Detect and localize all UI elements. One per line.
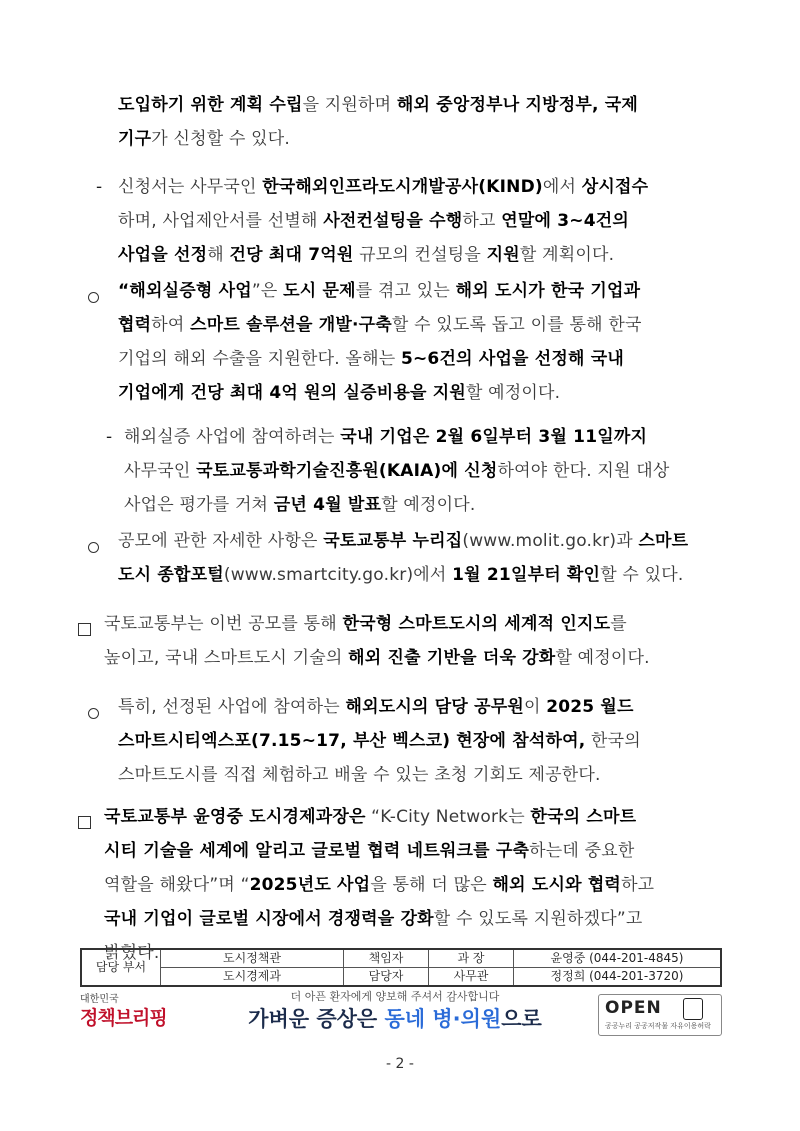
open-license-badge <box>598 994 722 1036</box>
bold-text-run: 해외 도시와 협력 <box>492 875 622 895</box>
dash-marker: - <box>106 427 113 447</box>
role-lead: 책임자 <box>344 949 429 968</box>
text-run: 국토교통부는 이번 공모를 통해 <box>104 614 343 634</box>
text-run: 할 수 있도록 돕고 이를 통해 한국 <box>391 315 642 335</box>
text-run: 할 예정이다. <box>381 495 476 515</box>
circle-bullet-icon <box>88 281 99 315</box>
paragraph-overseas-demo <box>118 274 642 410</box>
text-run: 하고 <box>462 211 502 231</box>
text-line <box>118 88 638 122</box>
text-run: 높이고, 국내 스마트도시 기술의 <box>104 648 349 668</box>
bold-text-run: 시티 기술을 세계에 알리고 글로벌 협력 네트워크를 구축 <box>104 841 530 861</box>
paragraph-expo-invitation <box>118 690 641 792</box>
page-number: - 2 - <box>386 1056 414 1072</box>
text-line <box>104 868 654 902</box>
text-run: 스마트도시를 직접 체험하고 배울 수 있는 초청 기회도 제공한다. <box>118 765 601 785</box>
bold-text-run: 한국해외인프라도시개발공사(KIND) <box>262 177 543 197</box>
text-run: 기업의 해외 수출을 지원한다. 올해는 <box>118 349 401 369</box>
headline-part-1: 가벼운 증상은 <box>248 1007 385 1031</box>
policy-briefing-logo <box>80 990 170 1036</box>
text-run: 특히, 선정된 사업에 참여하는 <box>118 697 346 717</box>
bold-text-run: 지원 <box>486 245 520 265</box>
bold-text-run: 2025년도 사업 <box>249 875 371 895</box>
bold-text-run: 기구 <box>118 129 152 149</box>
text-run: (www.molit.go.kr)과 <box>462 531 639 551</box>
contact-lead: 윤영중 (044-201-4845) <box>514 949 722 968</box>
headline-highlight: 동네 병·의원 <box>384 1007 502 1031</box>
text-line <box>118 524 688 558</box>
text-run: 를 <box>610 614 627 634</box>
text-line <box>118 170 648 204</box>
title-staff: 사무관 <box>429 968 514 987</box>
text-run: 공모에 관한 자세한 사항은 <box>118 531 324 551</box>
text-line <box>104 800 654 834</box>
text-line <box>118 690 641 724</box>
bold-text-run: 도입하기 위한 계획 수립 <box>118 95 303 115</box>
logo-big-text: 정책브리핑 <box>80 1007 167 1029</box>
bold-text-run: 건당 최대 7억원 <box>229 245 354 265</box>
bold-text-run: “해외실증형 사업 <box>118 281 252 301</box>
text-run: 을 통해 더 많은 <box>370 875 493 895</box>
text-line <box>118 558 688 592</box>
open-license-word: OPEN <box>605 998 662 1018</box>
text-run: 할 예정이다. <box>555 648 650 668</box>
contact-staff: 정정희 (044-201-3720) <box>514 968 722 987</box>
paragraph-director-quote <box>104 800 654 970</box>
text-line <box>118 308 642 342</box>
contact-table <box>80 948 722 987</box>
role-staff: 담당자 <box>344 968 429 987</box>
dept-secondary: 도시경제과 <box>161 968 344 987</box>
text-run: 할 예정이다. <box>465 383 561 403</box>
text-run: 를 겪고 있는 <box>355 281 456 301</box>
text-run: 하여 <box>151 315 191 335</box>
text-run: 역할을 해왔다”며 “ <box>104 875 250 895</box>
text-run: 규모의 컨설팅을 <box>353 245 487 265</box>
logo-small-text: 대한민국 <box>80 994 119 1005</box>
text-line <box>118 122 638 156</box>
text-run: 에서 <box>542 177 582 197</box>
public-campaign-banner <box>215 990 575 1036</box>
bold-text-run: 국토교통부 누리집 <box>323 531 463 551</box>
text-run: 하는데 중요한 <box>529 841 635 861</box>
square-bullet-icon <box>78 807 91 841</box>
text-run: 해 <box>207 245 230 265</box>
paragraph-details-info <box>118 524 688 592</box>
bold-text-run: 국토교통과학기술진흥원(KAIA)에 신청 <box>196 461 498 481</box>
text-run: (www.smartcity.go.kr)에서 <box>223 565 453 585</box>
bold-text-run: 협력 <box>118 315 152 335</box>
bold-text-run: 기업에게 건당 최대 4억 원의 실증비용을 지원 <box>118 383 466 403</box>
bold-text-run: 스마트 솔루션을 개발·구축 <box>190 315 392 335</box>
bold-text-run: 해외 중앙정부나 지방정부, 국제 <box>396 95 639 115</box>
text-line <box>118 238 648 272</box>
text-line <box>118 724 641 758</box>
text-run: 할 계획이다. <box>519 245 615 265</box>
text-line <box>104 607 650 641</box>
campaign-subtitle: 더 아픈 환자에게 양보해 주셔서 감사합니다 <box>290 990 500 1003</box>
bold-text-run: 도시 문제 <box>283 281 356 301</box>
text-run: 을 지원하며 <box>302 95 397 115</box>
bold-text-run: 연말에 3~4건의 <box>501 211 629 231</box>
title-lead: 과 장 <box>429 949 514 968</box>
bold-text-run: 해외도시의 담당 공무원 <box>345 697 524 717</box>
text-line <box>104 834 654 868</box>
text-run: 해외실증 사업에 참여하려는 <box>124 427 341 447</box>
text-line <box>118 758 641 792</box>
text-run: 사무국인 <box>124 461 197 481</box>
text-run: 사업은 평가를 거쳐 <box>124 495 274 515</box>
bold-text-run: 국내 기업이 글로벌 시장에서 경쟁력을 강화 <box>104 909 434 929</box>
paragraph-kaia-application <box>124 420 670 522</box>
paragraph-ministry-goal <box>104 607 650 675</box>
text-line <box>124 420 670 454</box>
text-line <box>118 342 642 376</box>
bold-text-run: 국토교통부 윤영중 도시경제과장은 <box>104 807 366 827</box>
text-run: “K-City Network는 <box>365 807 531 827</box>
circle-bullet-icon <box>88 531 99 565</box>
bold-text-run: 한국의 스마트 <box>530 807 637 827</box>
bold-text-run: 도시 종합포털 <box>118 565 224 585</box>
text-line <box>118 204 648 238</box>
bold-text-run: 국내 기업은 2월 6일부터 3월 11일까지 <box>340 427 648 447</box>
open-license-caption: 공공누리 공공저작물 자유이용허락 <box>605 1022 711 1030</box>
text-run: 할 수 있도록 지원하겠다”고 <box>433 909 643 929</box>
text-run: 한국의 <box>585 731 641 751</box>
bold-text-run: 금년 4월 발표 <box>273 495 382 515</box>
circle-bullet-icon <box>88 697 99 731</box>
text-run: 하고 <box>621 875 655 895</box>
bold-text-run: 5~6건의 사업을 선정해 국내 <box>400 349 625 369</box>
license-person-icon <box>683 998 703 1020</box>
dash-marker: - <box>96 177 103 197</box>
text-run: 신청서는 사무국인 <box>118 177 263 197</box>
bold-text-run: 스마트시티엑스포(7.15~17, 부산 벡스코) 현장에 참석하여, <box>118 731 586 751</box>
bold-text-run: 사전컨설팅을 수행 <box>323 211 463 231</box>
text-run: 하여야 한다. 지원 대상 <box>497 461 670 481</box>
text-line <box>104 641 650 675</box>
paragraph-intro-continued <box>118 88 638 156</box>
text-line <box>118 274 642 308</box>
text-run: ”은 <box>251 281 284 301</box>
headline-part-3: 으로 <box>501 1007 542 1031</box>
text-run: 할 수 있다. <box>600 565 684 585</box>
bold-text-run: 해외 진출 기반을 더욱 강화 <box>348 648 556 668</box>
text-line <box>124 454 670 488</box>
text-line <box>118 376 642 410</box>
bold-text-run: 1월 21일부터 확인 <box>452 565 601 585</box>
text-run: 이 <box>523 697 547 717</box>
text-run: 밝혔다. <box>104 943 160 963</box>
dept-primary: 도시정책관 <box>161 949 344 968</box>
campaign-headline <box>215 1004 575 1034</box>
text-run: 하며, 사업제안서를 선별해 <box>118 211 324 231</box>
square-bullet-icon <box>78 614 91 648</box>
bold-text-run: 2025 월드 <box>546 697 634 717</box>
bold-text-run: 한국형 스마트도시의 세계적 인지도 <box>342 614 611 634</box>
paragraph-kind-application <box>118 170 648 272</box>
dept-label: 담당 부서 <box>81 949 161 986</box>
text-line <box>104 902 654 936</box>
text-line <box>124 488 670 522</box>
bold-text-run: 스마트 <box>638 531 689 551</box>
bold-text-run: 상시접수 <box>581 177 649 197</box>
bold-text-run: 해외 도시가 한국 기업과 <box>455 281 641 301</box>
text-run: 가 신청할 수 있다. <box>151 129 291 149</box>
bold-text-run: 사업을 선정 <box>118 245 208 265</box>
